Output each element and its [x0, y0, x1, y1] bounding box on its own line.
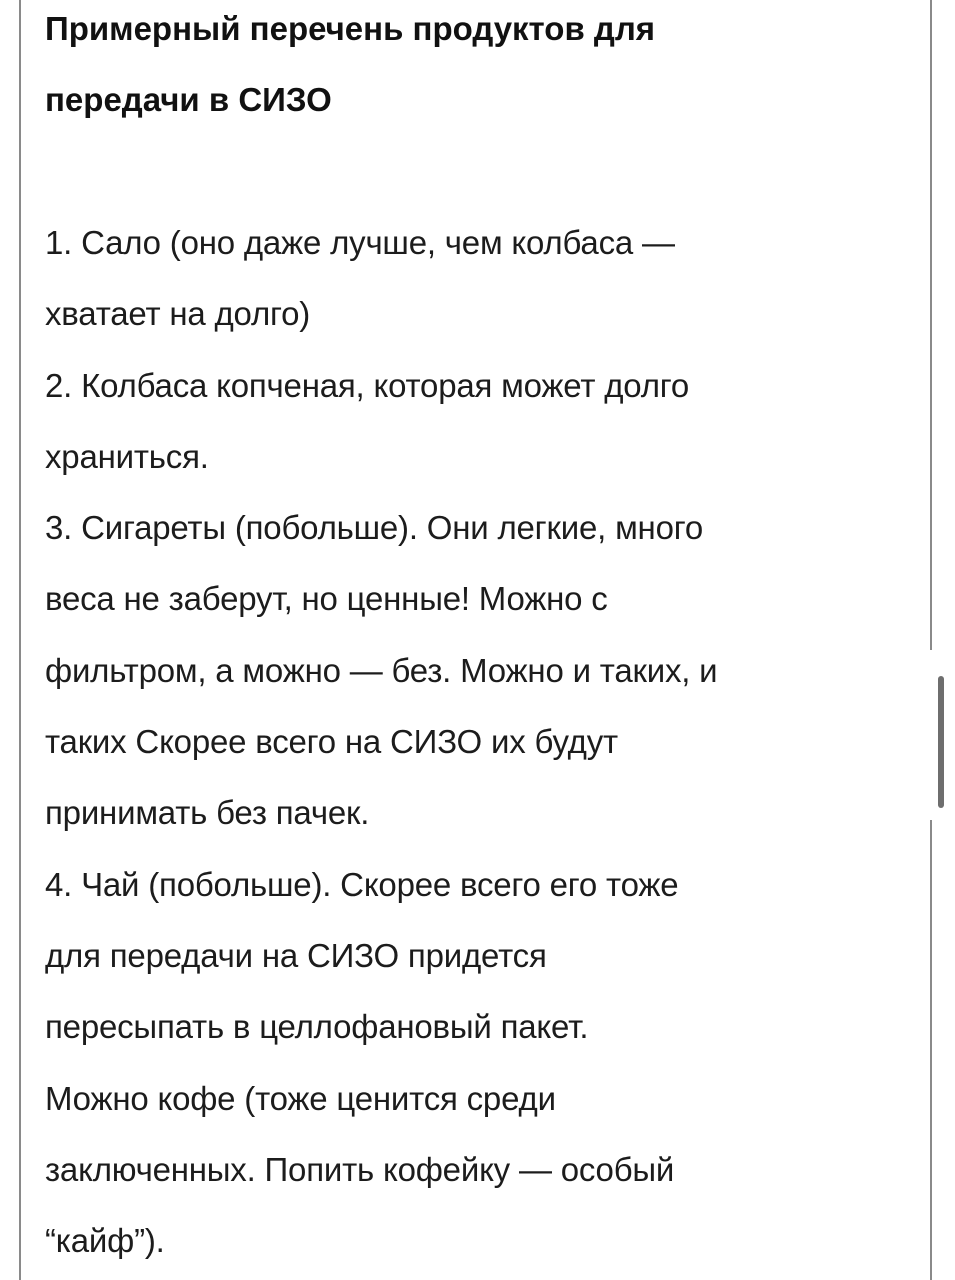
article-title: Примерный перечень продуктов для передачи в СИЗО	[45, 10, 656, 118]
list-item-tea: 4. Чай (побольше). Скорее всего его тоже для передачи на СИЗО придется пересыпать в целлофановый пакет.	[45, 865, 679, 1046]
article-header	[45, 0, 905, 135]
content-frame-right-border-lower	[930, 820, 932, 1280]
content-frame-left-border	[19, 0, 21, 1280]
list-item-cigarettes: 3. Сигареты (побольше). Они легкие, много веса не заберут, но ценные! Можно с фильтром, а можно — без. Можно и таких, и таких Скорее всего на СИЗО их будут принимать без пачек.	[45, 509, 718, 832]
list-item-salo: 1. Сало (оно даже лучше, чем колбаса — хватает на долго)	[45, 224, 675, 333]
list-item-sausage: 2. Колбаса копченая, которая может долго храниться.	[45, 366, 690, 475]
content-frame-right-border	[930, 0, 932, 650]
scrollbar-thumb[interactable]	[938, 676, 944, 808]
list-item-coffee-note: Можно кофе (тоже ценится среди заключенных. Попить кофейку — особый “кайф”).	[45, 1079, 675, 1260]
product-list	[45, 207, 915, 1276]
